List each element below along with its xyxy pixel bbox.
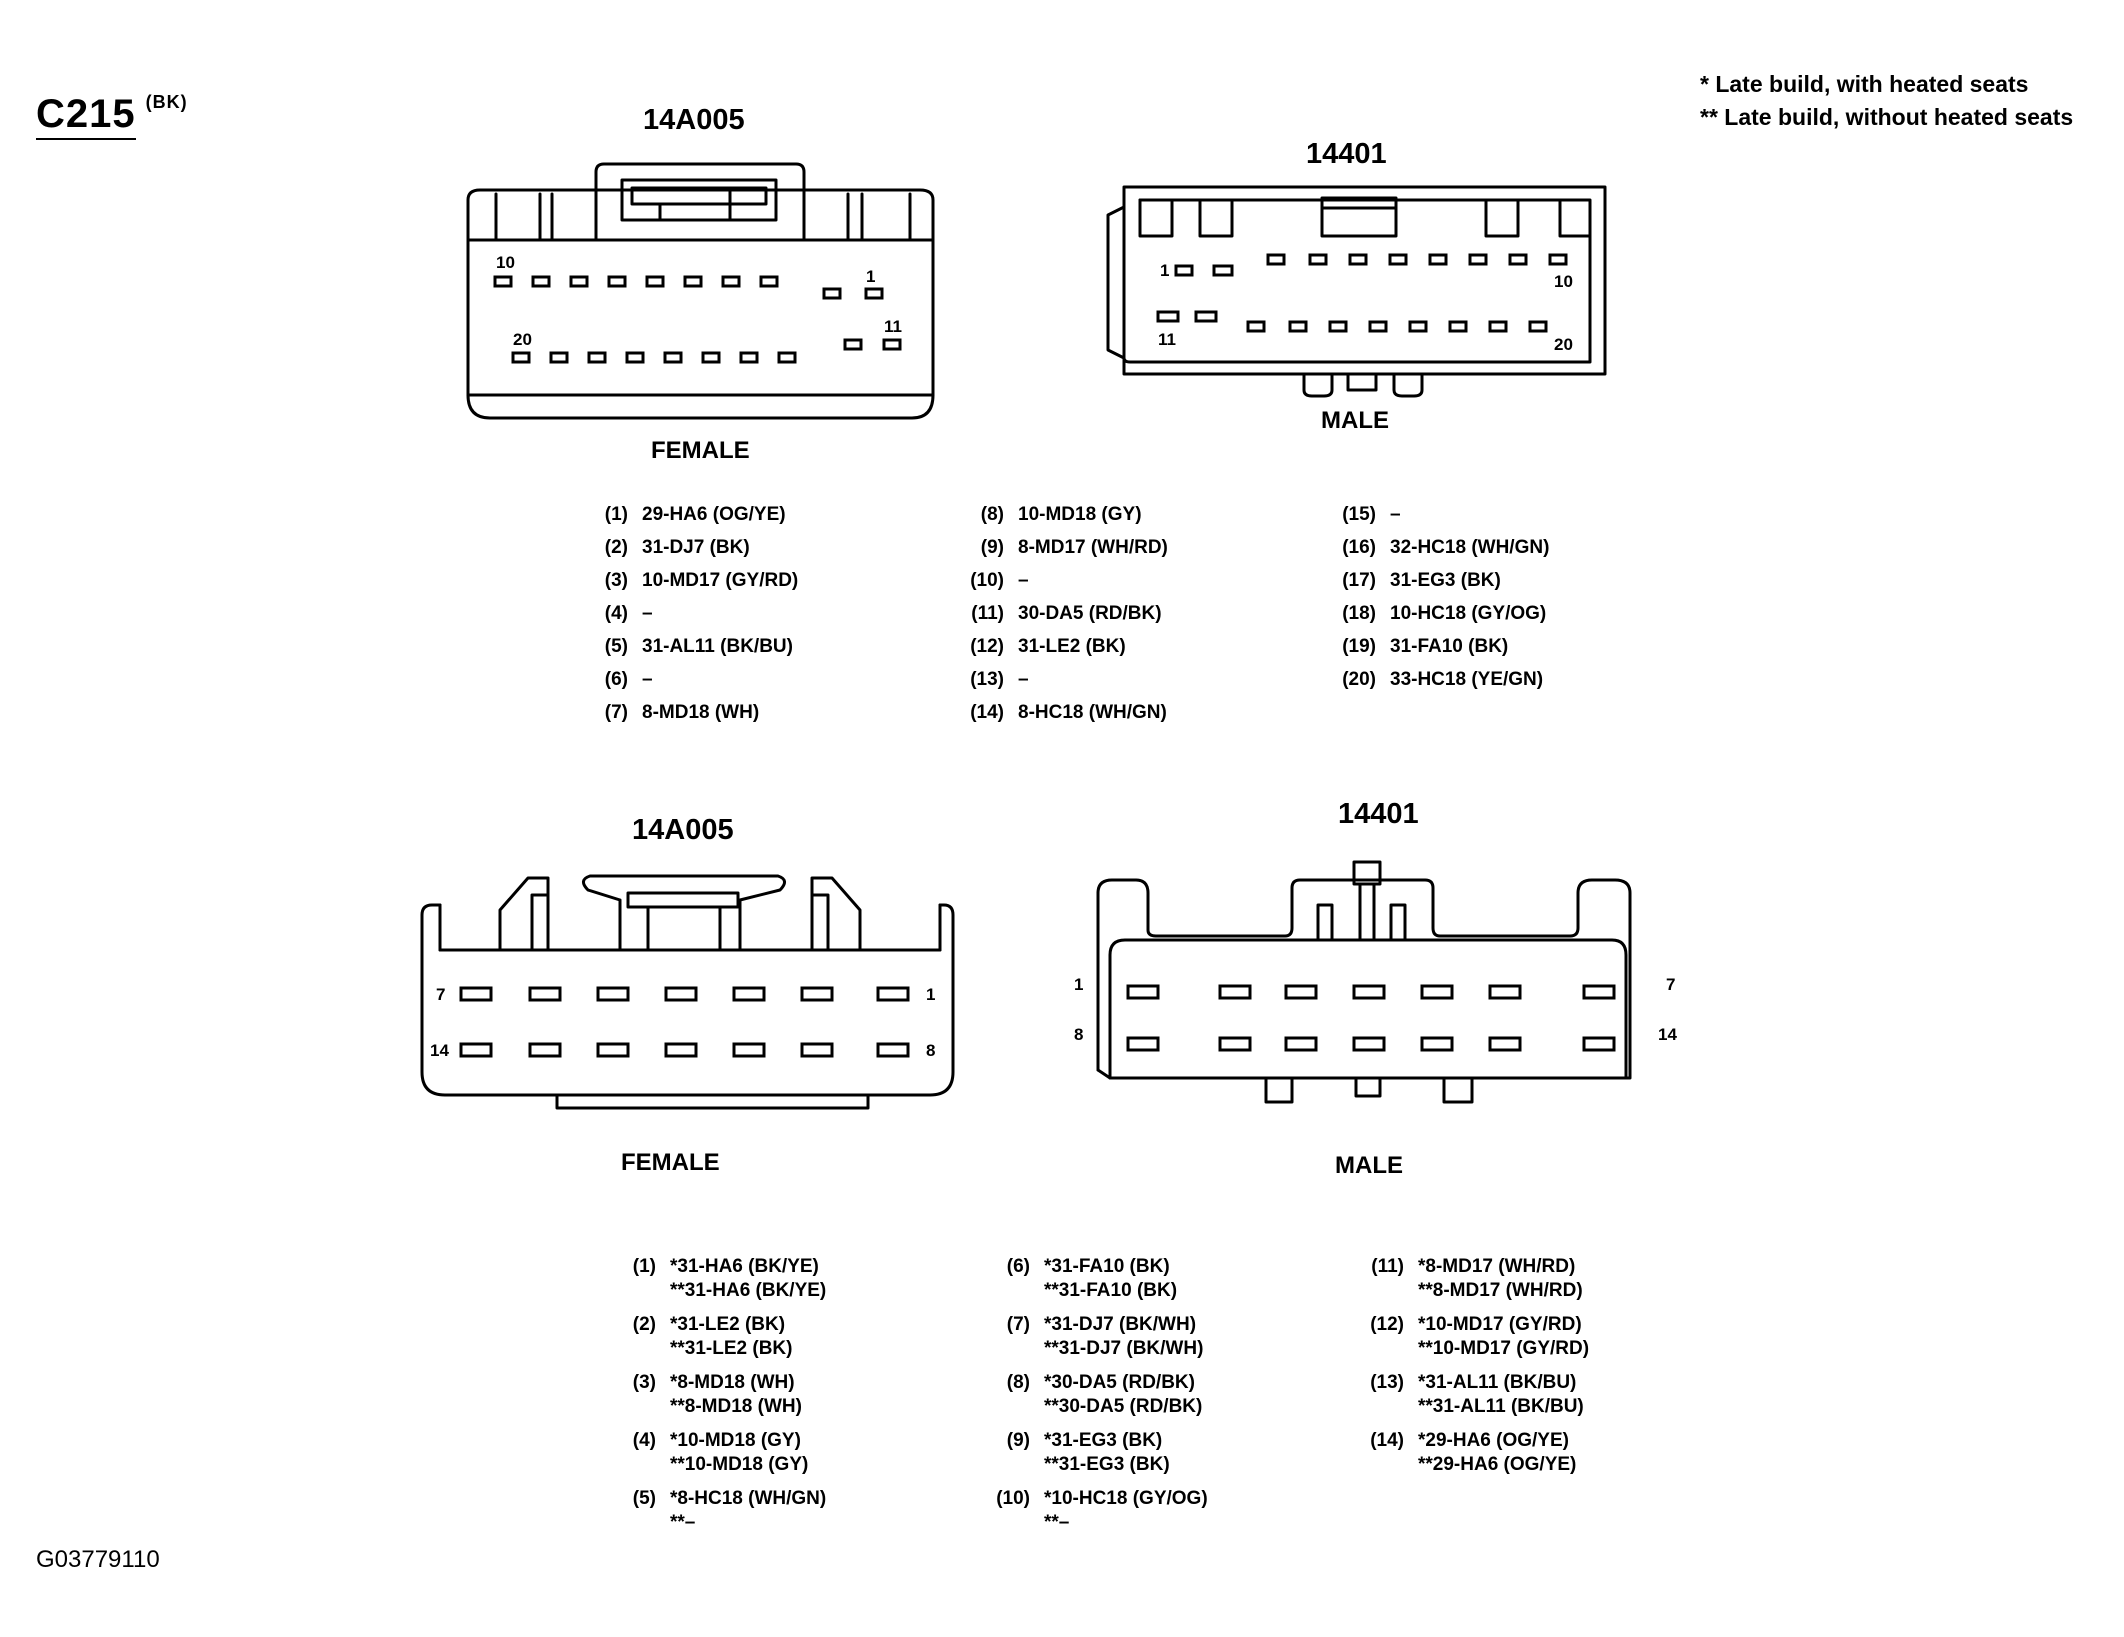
list-item: (7) 8-MD18 (WH) bbox=[604, 702, 760, 723]
top-male-body bbox=[1108, 187, 1605, 374]
bottom-male-pin-label-14: 14 bbox=[1658, 1025, 1677, 1044]
list-item: (10) – bbox=[970, 570, 1029, 591]
bottom-female-pin-label-1: 1 bbox=[926, 985, 936, 1004]
bottom-pinout-col-1 bbox=[602, 1255, 826, 1545]
top-male-pin-label-20: 20 bbox=[1554, 335, 1573, 354]
list-item: (3) *8-MD18 (WH) **8-MD18 (WH) bbox=[632, 1372, 802, 1417]
list-item: (4) *10-MD18 (GY) **10-MD18 (GY) bbox=[632, 1430, 809, 1475]
top-pinout-col-3 bbox=[1322, 500, 1549, 698]
top-male-pin-label-11: 11 bbox=[1158, 330, 1176, 349]
list-item: (8) 10-MD18 (GY) bbox=[980, 504, 1142, 525]
top-female-connector bbox=[468, 164, 933, 418]
list-item: (14) 8-HC18 (WH/GN) bbox=[970, 702, 1167, 723]
list-item: (13) *31-AL11 (BK/BU) **31-AL11 (BK/BU) bbox=[1370, 1372, 1584, 1417]
top-male-pin-label-1: 1 bbox=[1160, 261, 1170, 280]
list-item: (17) 31-EG3 (BK) bbox=[1342, 570, 1501, 591]
list-item: (9) *31-EG3 (BK) **31-EG3 (BK) bbox=[1006, 1430, 1170, 1475]
list-item: (3) 10-MD17 (GY/RD) bbox=[604, 570, 799, 591]
top-male-connector bbox=[1108, 187, 1605, 396]
list-item: (4) – bbox=[604, 603, 653, 624]
list-item: (5) 31-AL11 (BK/BU) bbox=[604, 636, 793, 657]
list-item: (18) 10-HC18 (GY/OG) bbox=[1342, 603, 1547, 624]
list-item: (11) 30-DA5 (RD/BK) bbox=[971, 603, 1162, 624]
top-female-gender: FEMALE bbox=[651, 437, 750, 464]
bottom-female-pin-label-14: 14 bbox=[430, 1041, 449, 1060]
list-item: (16) 32-HC18 (WH/GN) bbox=[1342, 537, 1550, 558]
bottom-female-gender: FEMALE bbox=[621, 1149, 720, 1176]
bottom-female-part: 14A005 bbox=[632, 814, 734, 846]
bottom-male-part: 14401 bbox=[1338, 798, 1419, 830]
bottom-male-connector bbox=[1074, 862, 1677, 1102]
top-female-part: 14A005 bbox=[643, 104, 745, 136]
bottom-female-pin-label-8: 8 bbox=[926, 1041, 936, 1060]
list-item: (1) 29-HA6 (OG/YE) bbox=[604, 504, 786, 525]
connector-color: (BK) bbox=[145, 92, 188, 112]
list-item: (9) 8-MD17 (WH/RD) bbox=[980, 537, 1168, 558]
bottom-female-pin-label-7: 7 bbox=[436, 985, 446, 1004]
figure-id: G03779110 bbox=[36, 1546, 160, 1573]
list-item: (19) 31-FA10 (BK) bbox=[1342, 636, 1509, 657]
bottom-female-connector bbox=[422, 876, 953, 1108]
bottom-male-pin-label-8: 8 bbox=[1074, 1025, 1084, 1044]
list-item: (12) 31-LE2 (BK) bbox=[970, 636, 1126, 657]
top-female-pin-label-20: 20 bbox=[513, 330, 532, 349]
list-item: (14) *29-HA6 (OG/YE) **29-HA6 (OG/YE) bbox=[1370, 1430, 1577, 1475]
top-female-pin-label-11: 11 bbox=[884, 317, 902, 336]
bottom-female-latch bbox=[583, 876, 784, 950]
top-pinout-col-1 bbox=[574, 500, 798, 731]
bottom-male-pin-label-7: 7 bbox=[1666, 975, 1676, 994]
list-item: (12) *10-MD17 (GY/RD) **10-MD17 (GY/RD) bbox=[1370, 1314, 1590, 1359]
top-female-latch bbox=[596, 164, 804, 240]
list-item: (20) 33-HC18 (YE/GN) bbox=[1342, 669, 1544, 690]
list-item: (2) *31-LE2 (BK) **31-LE2 (BK) bbox=[632, 1314, 793, 1359]
top-male-part: 14401 bbox=[1306, 138, 1387, 170]
bottom-male-pin-label-1: 1 bbox=[1074, 975, 1084, 994]
list-item: (5) *8-HC18 (WH/GN) **– bbox=[632, 1488, 827, 1533]
top-male-pin-label-10: 10 bbox=[1554, 272, 1573, 291]
list-item: (7) *31-DJ7 (BK/WH) **31-DJ7 (BK/WH) bbox=[1006, 1314, 1204, 1359]
list-item: (1) *31-HA6 (BK/YE) **31-HA6 (BK/YE) bbox=[632, 1256, 827, 1301]
top-female-pin-label-1: 1 bbox=[866, 267, 876, 286]
top-male-gender: MALE bbox=[1321, 407, 1389, 434]
list-item: (10) *10-HC18 (GY/OG) **– bbox=[996, 1488, 1208, 1533]
top-female-pin-label-10: 10 bbox=[496, 253, 515, 272]
bottom-male-gender: MALE bbox=[1335, 1152, 1403, 1179]
list-item: (15) – bbox=[1342, 504, 1401, 525]
connector-name: C215 bbox=[36, 92, 136, 140]
note-unheated: ** Late build, without heated seats bbox=[1700, 104, 2074, 130]
bottom-pinout-col-3 bbox=[1350, 1255, 1589, 1487]
bottom-pinout-col-2 bbox=[976, 1255, 1208, 1545]
list-item: (6) *31-FA10 (BK) **31-FA10 (BK) bbox=[1006, 1256, 1178, 1301]
list-item: (6) – bbox=[604, 669, 653, 690]
list-item: (13) – bbox=[970, 669, 1029, 690]
note-heated: * Late build, with heated seats bbox=[1700, 71, 2029, 97]
list-item: (8) *30-DA5 (RD/BK) **30-DA5 (RD/BK) bbox=[1006, 1372, 1203, 1417]
list-item: (11) *8-MD17 (WH/RD) **8-MD17 (WH/RD) bbox=[1371, 1256, 1583, 1301]
list-item: (2) 31-DJ7 (BK) bbox=[604, 537, 750, 558]
top-pinout-col-2 bbox=[950, 500, 1168, 731]
